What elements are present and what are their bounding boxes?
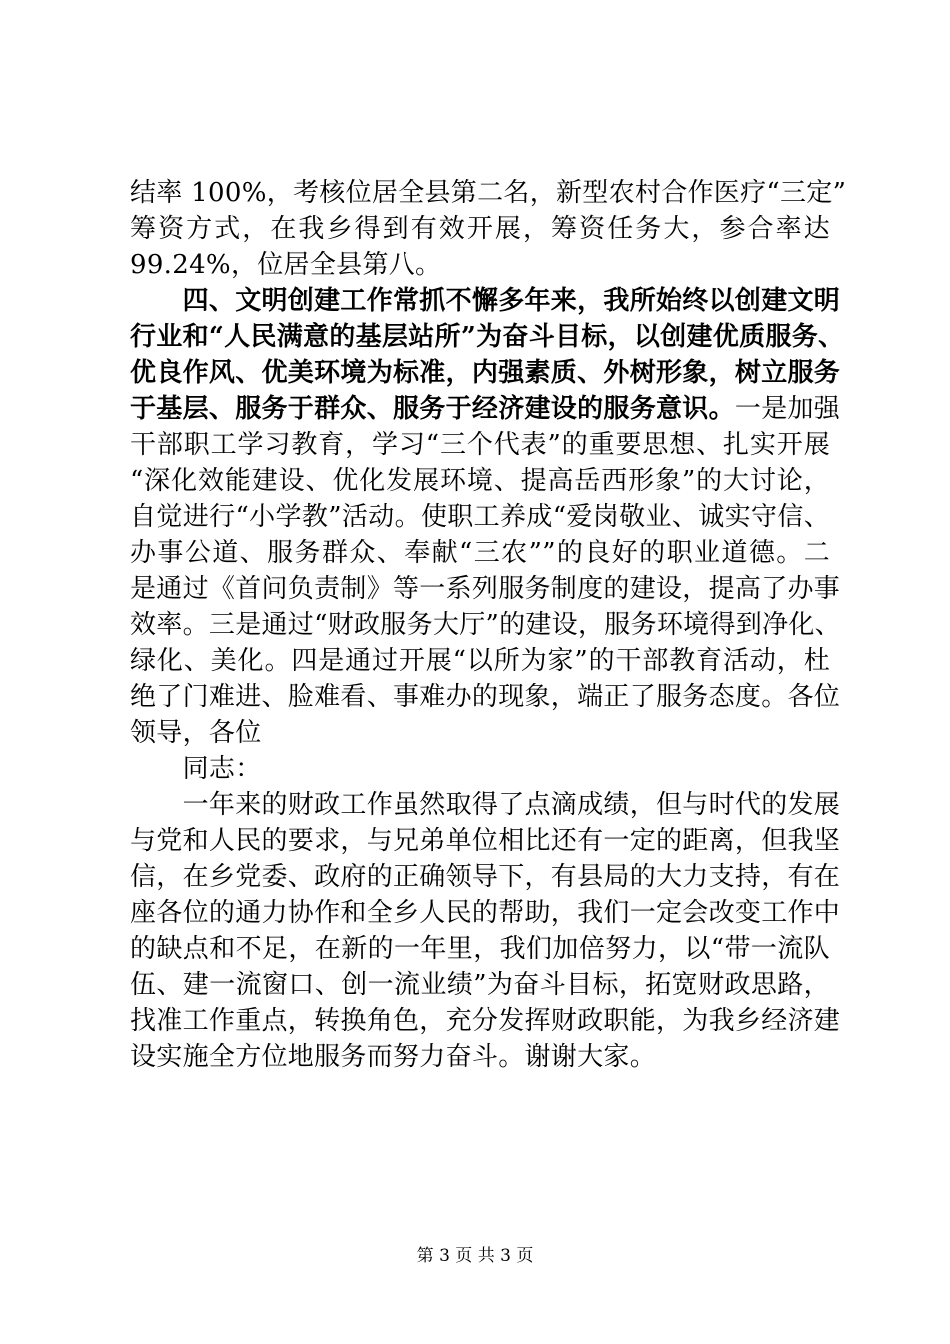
text-line xyxy=(130,391,841,427)
text-line: 信，在乡党委、政府的正确领导下，有县局的大力支持，有在 xyxy=(130,862,841,892)
text-line-segment: 一是加强 xyxy=(734,394,841,424)
text-line: 办事公道、服务群众、奉献“三农””的良好的职业道德。二 xyxy=(130,538,830,568)
text-line: 伍、建一流窗口、创一流业绩”为奋斗目标，拓宽财政思路， xyxy=(130,970,830,1000)
body-text xyxy=(130,175,847,1075)
text-line: 自觉进行“小学教”活动。使职工养成“爱岗敬业、诚实守信、 xyxy=(130,502,830,532)
salutation-line: 同志： xyxy=(130,754,262,784)
text-line: 是通过《首问负责制》等一系列服务制度的建设，提高了办事 xyxy=(130,574,841,604)
text-line: 领导，各位 xyxy=(130,718,262,748)
text-line: 的缺点和不足，在新的一年里，我们加倍努力，以“带一流队 xyxy=(130,934,830,964)
text-line: 与党和人民的要求，与兄弟单位相比还有一定的距离，但我坚 xyxy=(130,826,841,856)
text-line: 99.24%，位居全县第八。 xyxy=(130,250,442,280)
text-line: 效率。三是通过“财政服务大厅”的建设，服务环境得到净化、 xyxy=(130,610,841,640)
page-number-footer: 第 3 页 共 3 页 xyxy=(416,1246,534,1266)
text-line: 干部职工学习教育，学习“三个代表”的重要思想、扎实开展 xyxy=(130,430,830,460)
text-line: 筹资方式，在我乡得到有效开展，筹资任务大，参合率达 xyxy=(130,214,830,244)
section-heading-line: 行业和“人民满意的基层站所”为奋斗目标，以创建优质服务、 xyxy=(130,322,845,352)
text-line: “深化效能建设、优化发展环境、提高岳西形象”的大讨论， xyxy=(130,466,830,496)
text-line: 一年来的财政工作虽然取得了点滴成绩，但与时代的发展 xyxy=(130,790,841,820)
text-line: 找准工作重点，转换角色，充分发挥财政职能，为我乡经济建 xyxy=(130,1006,841,1036)
text-line: 绿化、美化。四是通过开展“以所为家”的干部教育活动，杜 xyxy=(130,646,830,676)
section-heading-line: 优良作风、优美环境为标准，内强素质、外树形象，树立服务 xyxy=(130,358,841,388)
text-line: 绝了门难进、脸难看、事难办的现象，端正了服务态度。各位 xyxy=(130,682,841,712)
section-heading-line-end: 于基层、服务于群众、服务于经济建设的服务意识。 xyxy=(130,394,735,424)
text-line: 座各位的通力协作和全乡人民的帮助，我们一定会改变工作中 xyxy=(130,898,841,928)
section-heading-line: 四、文明创建工作常抓不懈多年来，我所始终以创建文明 xyxy=(130,286,841,316)
text-line: 结率 100%，考核位居全县第二名，新型农村合作医疗“三定” xyxy=(130,178,847,208)
text-line: 设实施全方位地服务而努力奋斗。谢谢大家。 xyxy=(130,1042,657,1072)
